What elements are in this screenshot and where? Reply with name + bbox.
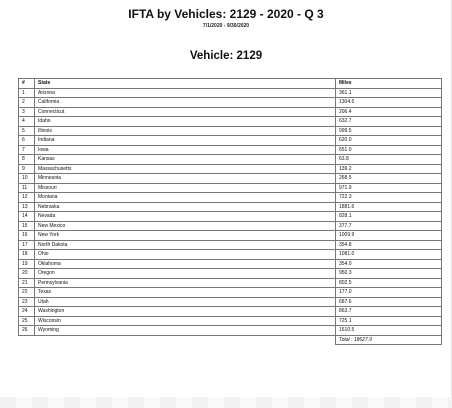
row-number-cell: 14: [19, 212, 35, 222]
row-number-cell: 13: [19, 202, 35, 212]
table-header-row: [19, 79, 442, 89]
miles-cell: 999.5: [336, 126, 442, 136]
row-number-cell: 11: [19, 183, 35, 193]
miles-cell: 651.0: [336, 145, 442, 155]
miles-cell: 139.2: [336, 164, 442, 174]
row-number-cell: 7: [19, 145, 35, 155]
table-row: [19, 221, 442, 231]
state-cell: Missouri: [35, 183, 336, 193]
row-number-cell: 20: [19, 269, 35, 279]
table-row: [19, 136, 442, 146]
state-cell: California: [35, 98, 336, 108]
row-number-cell: 19: [19, 259, 35, 269]
row-number-cell: 24: [19, 307, 35, 317]
header-miles: Miles: [336, 79, 442, 89]
state-cell: Utah: [35, 297, 336, 307]
row-number-cell: 17: [19, 240, 35, 250]
state-cell: New Mexico: [35, 221, 336, 231]
state-cell: Wisconsin: [35, 316, 336, 326]
report-title: IFTA by Vehicles: 2129 - 2020 - Q 3: [128, 7, 324, 21]
table-row: [19, 212, 442, 222]
state-cell: Arizona: [35, 88, 336, 98]
row-number-cell: 4: [19, 117, 35, 127]
miles-cell: 1304.5: [336, 98, 442, 108]
total-spacer: [19, 335, 35, 345]
row-number-cell: 26: [19, 326, 35, 336]
miles-cell: 632.7: [336, 117, 442, 127]
state-cell: Indiana: [35, 136, 336, 146]
row-number-cell: 15: [19, 221, 35, 231]
total-row: [19, 335, 442, 345]
row-number-cell: 21: [19, 278, 35, 288]
miles-cell: 1881.6: [336, 202, 442, 212]
table-row: [19, 145, 442, 155]
total-spacer: [35, 335, 336, 345]
table-row: [19, 174, 442, 184]
state-cell: Massachusetts: [35, 164, 336, 174]
row-number-cell: 5: [19, 126, 35, 136]
miles-cell: 863.7: [336, 307, 442, 317]
page-bottom-band: [0, 397, 452, 408]
table-row: [19, 288, 442, 298]
miles-cell: 354.8: [336, 240, 442, 250]
miles-cell: 1009.9: [336, 231, 442, 241]
table-row: [19, 117, 442, 127]
state-cell: Kansas: [35, 155, 336, 165]
table-row: [19, 269, 442, 279]
miles-cell: 687.6: [336, 297, 442, 307]
state-cell: Wyoming: [35, 326, 336, 336]
miles-cell: 206.4: [336, 107, 442, 117]
state-cell: Ohio: [35, 250, 336, 260]
miles-cell: 950.3: [336, 269, 442, 279]
row-number-cell: 2: [19, 98, 35, 108]
row-number-cell: 16: [19, 231, 35, 241]
miles-cell: 361.1: [336, 88, 442, 98]
miles-cell: 177.0: [336, 288, 442, 298]
row-number-cell: 10: [19, 174, 35, 184]
table-row: [19, 107, 442, 117]
table-row: [19, 126, 442, 136]
table-row: [19, 155, 442, 165]
miles-cell: 268.5: [336, 174, 442, 184]
table-row: [19, 231, 442, 241]
table-row: [19, 98, 442, 108]
table-row: [19, 297, 442, 307]
table-row: [19, 240, 442, 250]
row-number-cell: 12: [19, 193, 35, 203]
state-cell: Washington: [35, 307, 336, 317]
state-cell: Idaho: [35, 117, 336, 127]
miles-cell: 63.8: [336, 155, 442, 165]
state-cell: Connecticut: [35, 107, 336, 117]
table-row: [19, 202, 442, 212]
miles-cell: 802.5: [336, 278, 442, 288]
table-row: [19, 193, 442, 203]
table-row: [19, 164, 442, 174]
miles-cell: 377.7: [336, 221, 442, 231]
state-cell: Pennsylvania: [35, 278, 336, 288]
state-cell: Minnesota: [35, 174, 336, 184]
table-row: [19, 307, 442, 317]
state-cell: North Dakota: [35, 240, 336, 250]
row-number-cell: 22: [19, 288, 35, 298]
state-cell: Nevada: [35, 212, 336, 222]
row-number-cell: 8: [19, 155, 35, 165]
state-cell: Nebraska: [35, 202, 336, 212]
miles-cell: 971.9: [336, 183, 442, 193]
state-cell: Oregon: [35, 269, 336, 279]
miles-cell: 725.1: [336, 316, 442, 326]
miles-cell: 354.0: [336, 259, 442, 269]
state-cell: Texas: [35, 288, 336, 298]
table-row: [19, 259, 442, 269]
header-state: State: [35, 79, 336, 89]
row-number-cell: 18: [19, 250, 35, 260]
table-row: [19, 278, 442, 288]
miles-cell: 1610.5: [336, 326, 442, 336]
row-number-cell: 9: [19, 164, 35, 174]
row-number-cell: 25: [19, 316, 35, 326]
row-number-cell: 3: [19, 107, 35, 117]
header-number: #: [19, 79, 35, 89]
table-row: [19, 316, 442, 326]
table-row: [19, 250, 442, 260]
state-cell: Illinois: [35, 126, 336, 136]
row-number-cell: 6: [19, 136, 35, 146]
table-row: [19, 88, 442, 98]
miles-cell: 1081.0: [336, 250, 442, 260]
row-number-cell: 1: [19, 88, 35, 98]
state-cell: Oklahoma: [35, 259, 336, 269]
state-cell: Iowa: [35, 145, 336, 155]
total-miles: Total : 18627.9: [336, 335, 442, 345]
state-cell: Montana: [35, 193, 336, 203]
miles-cell: 620.0: [336, 136, 442, 146]
report-period: 7/1/2020 - 9/30/2020: [202, 23, 250, 29]
miles-cell: 828.1: [336, 212, 442, 222]
table-row: [19, 326, 442, 336]
miles-table: [18, 78, 442, 345]
vehicle-heading: Vehicle: 2129: [189, 50, 263, 62]
state-cell: New York: [35, 231, 336, 241]
row-number-cell: 23: [19, 297, 35, 307]
miles-cell: 722.3: [336, 193, 442, 203]
table-row: [19, 183, 442, 193]
